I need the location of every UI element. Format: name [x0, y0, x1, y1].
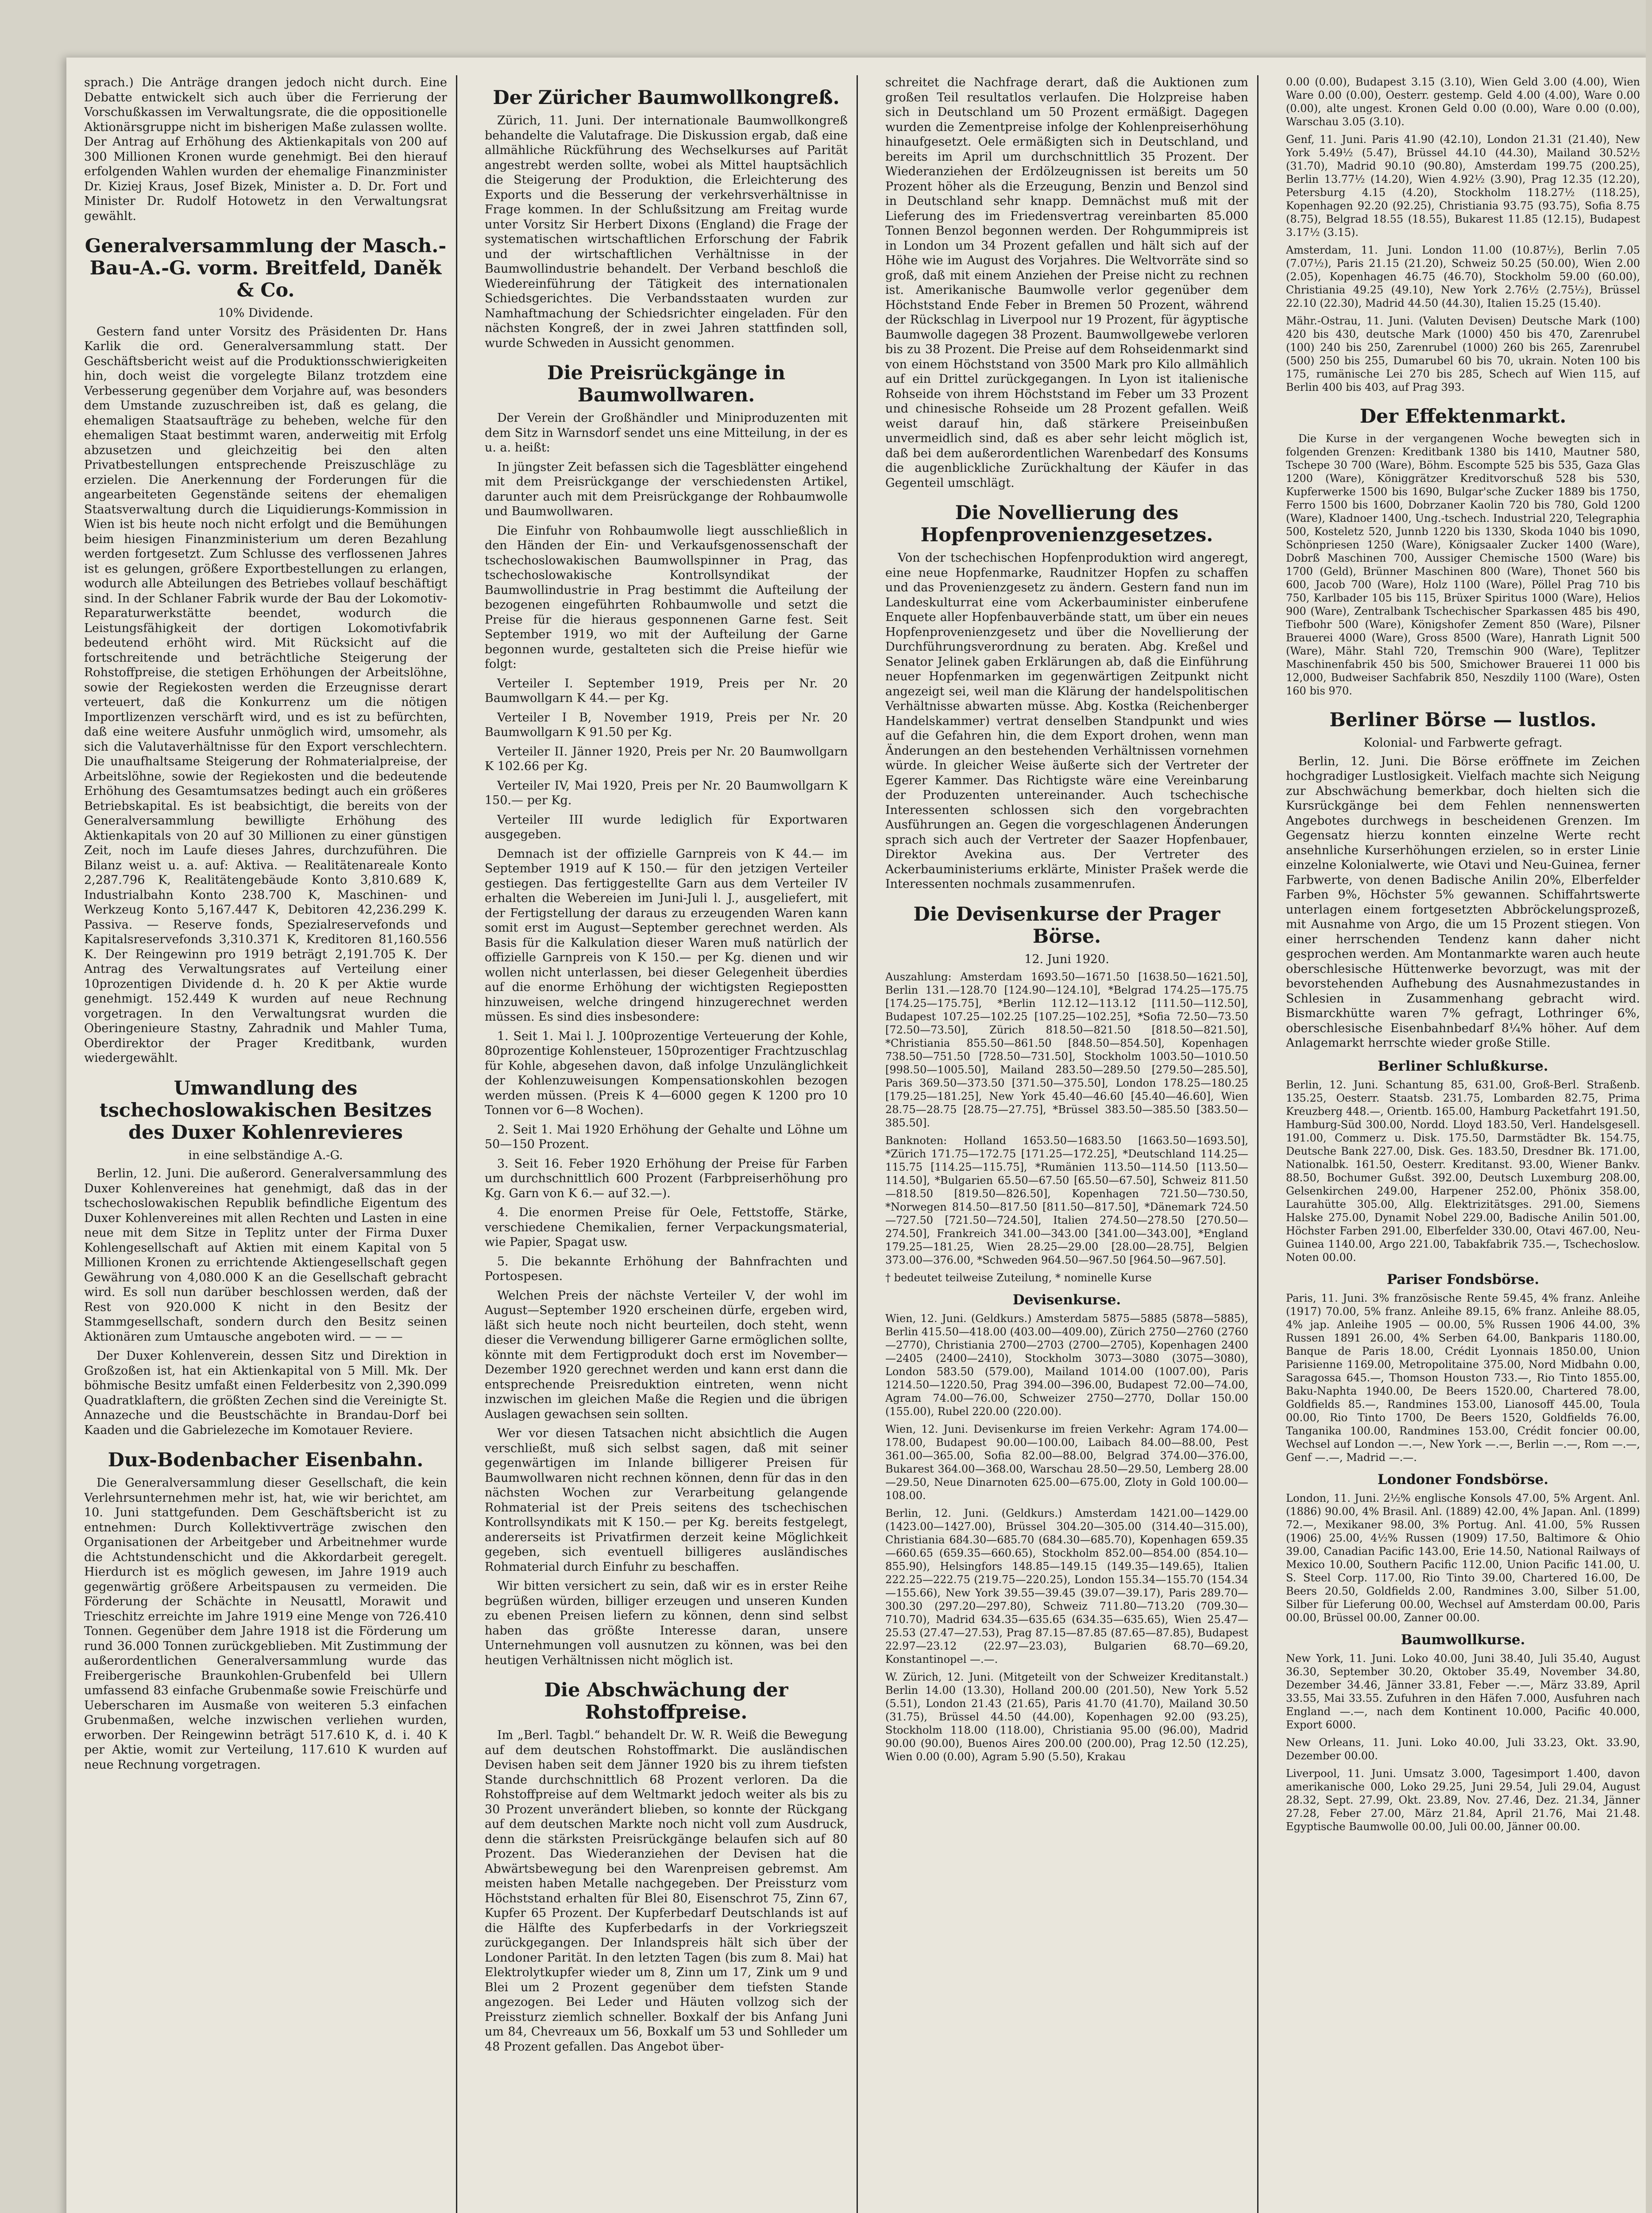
article-paragraph: Wir bitten versichert zu sein, daß wir es in erster Reihe begrüßen würden, billiger erzeugen und unseren Kunden zu ebenen Preisen liefern zu können, denn sind selbst haben das größte Interesse daran, unsere Unternehmungen voll ausnutzen zu können, was bei den heutigen Verhältnissen nicht möglich ist. [485, 1579, 848, 1667]
column-2 [485, 75, 848, 2213]
article-paragraph: Berlin, 12. Juni. (Geldkurs.) Amsterdam 1421.00—1429.00 (1423.00—1427.00), Brüssel 304.20—305.00 (314.40—315.00), Christiania 684.30—685.70 (684.30—685.70), Kopenhagen 659.35—660.65 (659.35—660.65), Stockholm 852.00—854.00 (854.10—855.90), Helsingfors 148.85—149.15 (149.35—149.65), Italien 222.25—222.75 (219.75—220.25), London 155.34—155.70 (154.34—155.66), New York 39.55—39.45 (39.07—39.17), Paris 289.70—300.30 (297.20—297.80), Schweiz 711.80—713.20 (709.30—710.70), Madrid 634.35—635.65 (634.35—635.65), Wien 25.47—25.53 (27.47—27.53), Prag 87.15—87.85 (87.65—87.85), Budapest 22.97—23.12 (22.97—23.03), Bulgarien 68.70—69.20, Konstantinopel —.—. [885, 1507, 1248, 1666]
section-heading: Pariser Fondsbörse. [1386, 1271, 1540, 1288]
article-paragraph: W. Zürich, 12. Juni. (Mitgeteilt von der Schweizer Kreditanstalt.) Berlin 14.00 (13.30), Holland 200.00 (201.50), New York 5.52 (5.51), London 21.43 (21.65), Paris 41.70 (41.70), Mailand 30.50 (31.75), Brüssel 44.50 (44.00), Kopenhagen 92.00 (93.25), Stockholm 118.00 (118.00), Christiania 95.00 (96.00), Madrid 90.00 (90.00), Buenos Aires 200.00 (200.00), Prag 12.50 (12.25), Wien 0.00 (0.00), Agram 5.90 (5.50), Krakau [885, 1671, 1248, 1763]
article-paragraph: sprach.) Die Anträge drangen jedoch nicht durch. Eine Debatte entwickelt sich auch über die Ferrierung der Vorschußkassen im Verwaltungsrate, die die oppositionelle Aktionärsgruppe nicht im bisherigen Maße zulassen wollte. Der Antrag auf Erhöhung des Aktienkapitals von 200 auf 300 Millionen Kronen wurde genehmigt. Bei den hierauf erfolgenden Wahlen wurden der ehemalige Finanzminister Dr. Kiziej Kraus, Josef Bizek, Minister a. D. Dr. Fort und Minister Dr. Rudolf Hotowetz in den Verwaltungsrat gewählt. [84, 76, 447, 223]
article-paragraph: Berlin, 12. Juni. Die Börse eröffnete im Zeichen hochgradiger Lustlosigkeit. Vielfach machte sich Neigung zur Abschwächung bemerkbar, doch hielten sich die Kursrückgänge bei dem Fehlen nennenswerten Angebotes durchwegs in bescheidenen Grenzen. Im Gegensatz hierzu konnten einzelne Werte recht ansehnliche Kurserhöhungen erzielen, so in erster Linie einzelne Kolonialwerte, wie Otavi und Neu-Guinea, ferner Farbwerte, von denen Badische Anilin 20%, Elberfelder Farben 9%, Höchster 5% gewannen. Schiffahrtswerte unterlagen einem fortgesetzten Abbröckelungsprozeß, mit Ausnahme von Argo, die um 15 Prozent stiegen. Von einer herrschenden Tendenz kann daher nicht gesprochen werden. Am Montanmarkte waren auch heute oberschlesische Hüttenwerke bevorzugt, was mit der bevorstehenden Aufhebung des Ausnahmezustandes in Schlesien in Zusammenhang gebracht wird. Bismarckhütte waren 7% gefragt, Lothringer 6%, oberschlesische Eisenbahnbedarf 8¼% höher. Auf dem Anlagemarkt herrschte wieder große Stille. [1286, 754, 1640, 1050]
section-heading: Berliner Schlußkurse. [1378, 1058, 1548, 1074]
article-paragraph: Wien, 12. Juni. Devisenkurse im freien Verkehr: Agram 174.00—178.00, Budapest 90.00—100.00, Laibach 84.00—88.00, Pest 361.00—365.00, Sofia 82.00—88.00, Belgrad 374.00—376.00, Bukarest 364.00—368.00, Warschau 28.50—29.50, Lemberg 28.00—29.50, Neue Dinarnoten 625.00—675.00, Zloty in Gold 100.00—108.00. [885, 1423, 1248, 1502]
article-headline: Der Effektenmarkt. [1359, 405, 1567, 428]
article-headline: Die Novellierung des Hopfenprovenienzgesetzes. [920, 502, 1213, 546]
article-paragraph: Die Generalversammlung dieser Gesellschaft, die kein Verlehrsunternehmen mehr ist, hat, wie wir berichtet, am 10. Juni stattgefunden. Dem Geschäftsbericht ist zu entnehmen: Durch Kollektivverträge zwischen den Organisationen der Arbeitgeber und Arbeitnehmer wurde die Achtstundenschicht und die Akkordarbeit geregelt. Hierdurch ist es möglich gewesen, im Jahre 1919 auch gegenwärtig größere Arbeitspausen zu vermeiden. Die Förderung der Schächte in Neusattl, Morawit und Trieschitz erreichte im Jahre 1919 eine Menge von 726.410 Tonnen. Gegenüber dem Jahre 1918 ist die Förderung um rund 36.000 Tonnen zurückgeblieben. Mit Zustimmung der außerordentlichen Generalversammlung wurde das Freibergerische Braunkohlen-Grubenfeld bei Ullern umfassend 83 einfache Grubenmaße sowie Freischürfe und Ueberscharen im Ausmaße von weiteren 5.3 einfachen Grubenmaßen, welche inzwischen verliehen wurden, erworben. Der Reingewinn beträgt 517.610 K, d. i. 40 K per Aktie, womit zur Verteilung, 117.610 K wurden auf neue Rechnung vorgetragen. [84, 1476, 447, 1772]
article-paragraph: Von der tschechischen Hopfenproduktion wird angeregt, eine neue Hopfenmarke, Raudnitzer Hopfen zu schaffen und das Provenienzgesetz zu ändern. Gestern fand nun im Landeskulturrat eine vom Ackerbauminister einberufene Enquete aller Hopfenbauverbände statt, um über ein neues Hopfenprovenienzgesetz und über die Novellierung der Durchführungsverordnung zu beraten. Abg. Kreßel und Senator Jelinek gaben Erklärungen ab, daß die Einführung neuer Hopfenmarken im gegenwärtigen Zeitpunkt nicht angezeigt sei, weil man die Klärung der handelspolitischen Verhältnisse abwarten müsse. Abg. Kostka (Reichenberger Handelskammer) vertrat denselben Standpunkt und wies auf die Gefahren hin, die dem Export drohen, wenn man Änderungen an den bestehenden Verhältnissen vornehmen würde. In gleicher Weise äußerte sich der Vertreter der Egerer Kammer. Das Richtigste wäre eine Vereinbarung der Produzenten untereinander. Auch tschechische Interessenten schlossen sich den vorgebrachten Ausführungen an. Gegen die vorgeschlagenen Änderungen sprach sich auch der Vertreter der Saazer Hopfenbauer, Direktor Avekina aus. Der Vertreter des Ackerbauministeriums erklärte, Minister Prašek werde die Interessenten nochmals zusammenrufen. [885, 551, 1248, 891]
article-headline: Umwandlung des tschechoslowakischen Besitzes des Duxer Kohlenrevieres [99, 1077, 432, 1144]
article-paragraph: † bedeutet teilweise Zuteilung, * nominelle Kurse [885, 1272, 1152, 1284]
article-paragraph: 0.00 (0.00), Budapest 3.15 (3.10), Wien Geld 3.00 (4.00), Wien Ware 0.00 (0.00), Oesterr. gestemp. Geld 4.00 (4.00), Ware 0.00 (0.00), alte ungest. Kronen Geld 0.00 (0.00), Ware 0.00 (0.00), Warschau 3.05 (3.10). [1286, 76, 1640, 128]
article-subheading: 10% Dividende. [218, 306, 313, 320]
article-headline: Generalversammlung der Masch.-Bau-A.-G. vorm. Breitfeld, Daněk & Co. [85, 235, 447, 301]
article-paragraph: Genf, 11. Juni. Paris 41.90 (42.10), London 21.31 (21.40), New York 5.49½ (5.47), Brüssel 44.10 (44.30), Mailand 30.52½ (31.70), Madrid 90.10 (90.80), Amsterdam 199.75 (200.25), Berlin 13.77½ (14.20), Wien 4.92½ (3.90), Prag 12.35 (12.20), Petersburg 4.15 (4.20), Stockholm 118.27½ (118.25), Kopenhagen 92.20 (92.25), Christiania 93.75 (93.75), Sofia 8.75 (8.75), Belgrad 18.55 (18.55), Bukarest 11.85 (12.15), Budapest 3.17½ (3.15). [1286, 133, 1640, 239]
article-headline: Die Abschwächung der Rohstoffpreise. [544, 1679, 788, 1723]
article-paragraph: Wer vor diesen Tatsachen nicht absichtlich die Augen verschließt, muß sich selbst sagen, daß mit seiner gegenwärtigen im Inlande billigerer Preisen für Baumwollwaren nicht rechnen können, denn für das in den nächsten Wochen zur Verarbeitung gelangende Rohmaterial ist der Preis seitens des tschechischen Kontrollsyndikats mit K 150.— per Kg. bereits festgelegt, andererseits ist Privatfirmen derzeit keine Möglichkeit gegeben, sich eventuell billigeres ausländisches Rohmaterial durch Einfuhr zu beschaffen. [485, 1426, 848, 1574]
article-paragraph: schreitet die Nachfrage derart, daß die Auktionen zum großen Teil resultatlos verlaufen. Die Holzpreise haben sich in Deutschland um 50 Prozent ermäßigt. Dagegen wurden die Zementpreise infolge der Kohlenpreiserhöhung hinaufgesetzt. Oele ermäßigten sich in Deutschland, und bereits im April um durchschnittlich 35 Prozent. Der Wiederanziehen der Erdölzeugnissen ist bereits um 50 Prozent höher als die Erzeugung, Benzin und Benzol sind in Deutschland sehr knapp. Demnächst muß mit der Lieferung des im Friedensvertrag vereinbarten 85.000 Tonnen Benzol begonnen werden. Der Rohgummipreis ist in London um 34 Prozent gefallen und hält sich auf der Höhe wie im August des Vorjahres. Die Weltvorräte sind so groß, daß mit einem Anziehen der Preise nicht zu rechnen ist. Amerikanische Baumwolle verlor gegenüber dem Höchststand Ende Feber in Bremen 50 Prozent, während der Rückschlag in Liverpool nur 19 Prozent, für ägyptische Baumwolle dagegen 38 Prozent. Baumwollgewebe verloren bis zu 38 Prozent. Die Preise auf dem Rohseidenmarkt sind von einem Höchststand von 3500 Mark pro Kilo allmählich auf ein Drittel zurückgegangen. In Lyon ist italienische Rohseide von ihrem Höchststand im Feber um 33 Prozent und chinesische Rohseide um 28 Prozent gefallen. Weiß weist darauf hin, daß stärkere Preiseinbußen unvermeidlich sind, daß es aber sehr leicht möglich ist, daß bei dem außerordentlichen Warenbedarf des Konsums die augenblickliche Zurückhaltung der Käufer in das Gegenteil umschlägt. [885, 76, 1248, 490]
article-paragraph: Der Verein der Großhändler und Miniproduzenten mit dem Sitz in Warnsdorf sendet uns eine Mitteilung, in der es u. a. heißt: [485, 411, 848, 455]
article-paragraph: Der Duxer Kohlenverein, dessen Sitz und Direktion in Großzoßen ist, hat ein Aktienkapital von 5 Mill. Mk. Der böhmische Besitz umfaßt einen Felderbesitz von 2,390.099 Quadratklaftern, die größten Zechen sind die Vereinigte St. Annazeche und die Beustschächte in Brandau-Dorf bei Kaaden und die Gabrielezeche im Komotauer Reviere. [84, 1349, 447, 1437]
article-paragraph: Mähr.-Ostrau, 11. Juni. (Valuten Devisen) Deutsche Mark (100) 420 bis 430, deutsche Mark (1000) 450 bis 470, Zarenrubel (100) 240 bis 250, Zarenrubel (1000) 260 bis 265, Zarenrubel (500) 250 bis 255, Dumarubel 60 bis 70, ukrain. Noten 100 bis 175, rumänische Lei 270 bis 285, Schech auf Wien 115, auf Berlin 400 bis 403, auf Prag 393. [1286, 315, 1640, 393]
article-paragraph: Verteiler IV, Mai 1920, Preis per Nr. 20 Baumwollgarn K 150.— per Kg. [485, 779, 848, 807]
article-paragraph: 5. Die bekannte Erhöhung der Bahnfrachten und Portospesen. [485, 1254, 848, 1283]
article-paragraph: New York, 11. Juni. Loko 40.00, Juni 38.40, Juli 35.40, August 36.30, September 30.20, Oktober 35.49, November 34.80, Dezember 34.46, Jänner 33.81, Feber —.—, März 33.89, April 33.55, Mai 33.55. Zufuhren in den Häfen 7.000, Ausfuhren nach England —.—, nach dem Kontinent 10.000, Pacific 40.000, Export 6000. [1286, 1652, 1640, 1731]
article-headline: Die Devisenkurse der Prager Börse. [913, 903, 1220, 948]
article-paragraph: 1. Seit 1. Mai l. J. 100prozentige Verteuerung der Kohle, 80prozentige Kohlensteuer, 150prozentiger Frachtzuschlag für Kohle, abgesehen davon, daß infolge Unzulänglichkeit der Kohlenzuweisungen Kompensationskohlen bezogen werden müssen. (Preis K 4—6000 gegen K 1200 pro 10 Tonnen vor 6—8 Wochen). [485, 1029, 848, 1117]
article-paragraph: New Orleans, 11. Juni. Loko 40.00, Juli 33.23, Okt. 33.90, Dezember 00.00. [1286, 1736, 1640, 1762]
article-headline: Die Preisrückgänge in Baumwollwaren. [547, 362, 785, 406]
article-paragraph: Die Kurse in der vergangenen Woche bewegten sich in folgenden Grenzen: Kreditbank 1380 bis 1410, Mautner 580, Tschepe 30 700 (Ware), Böhm. Escompte 525 bis 535, Gaza Glas 1200 (Ware), Königgrätzer Kreditvorschuß 528 bis 530, Kupferwerke 1500 bis 1690, Bulgar'sche Zucker 1889 bis 1750, Ferro 1500 bis 1600, Dobrzaner Kaolin 720 bis 780, Gold 1200 (Ware), Kladnoer 1400, Ung.-tschech. Industrial 220, Telegraphia 500, Kosteletz 520, Junnb 1220 bis 1330, Skoda 1040 bis 1090, Schönpriesen 1250 (Ware), Königsaaler Zucker 1400 (Ware), Dobrß Maschinen 700, Aussiger Chemische 1500 (Ware) bis 1700 (Geld), Brünner Maschinen 800 (Ware), Thonet 560 bis 600, Jacob 700 (Ware), Holz 1100 (Ware), Pöllel Prag 710 bis 750, Karlbader 105 bis 115, Brüxer Spiritus 1000 (Ware), Helios 900 (Ware), Zentralbank Tschechischer Sparkassen 485 bis 490, Tiefbohr 500 (Ware), Königshofer Zement 850 (Ware), Pilsner Brauerei 4000 (Ware), Gross 8500 (Ware), Hanrath Lignit 500 (Ware), Mähr. Stahl 720, Tremschin 900 (Ware), Teplitzer Maschinenfabrik 450 bis 500, Smichower Brauerei 11 000 bis 12,000, Budweiser Sachfabrik 850, Neszdily 1100 (Ware), Osten 160 bis 970. [1286, 432, 1640, 697]
column-4 [1286, 75, 1640, 2213]
article-paragraph: Welchen Preis der nächste Verteiler V, der wohl im August—September 1920 erscheinen dürfe, ergeben wird, läßt sich heute noch nicht beurteilen, doch steht, wenn dieser die Verwendung billigerer Garne ermöglichen sollte, könnte mit dem Fertigprodukt doch erst im November—Dezember 1920 gerechnet werden und kann erst dann die entsprechende Preisreduktion eintreten, wenn nicht inzwischen im gleichen Maße die Regien und die übrigen Auslagen gewachsen sein sollten. [485, 1288, 848, 1421]
article-paragraph: Auszahlung: Amsterdam 1693.50—1671.50 [1638.50—1621.50], Berlin 131.—128.70 [124.90—124.10], *Belgrad 174.25—175.75 [174.25—175.75], *Berlin 112.12—113.12 [111.50—112.50], Budapest 107.25—102.25 [107.25—102.25], *Sofia 72.50—73.50 [72.50—73.50], Zürich 818.50—821.50 [818.50—821.50], *Christiania 855.50—861.50 [848.50—854.50], Kopenhagen 738.50—751.50 [728.50—731.50], Stockholm 1003.50—1010.50 [998.50—1005.50], Mailand 283.50—289.50 [279.50—285.50], Paris 369.50—373.50 [371.50—375.50], London 178.25—180.25 [179.25—181.25], New York 45.40—46.60 [45.40—46.60], Wien 28.75—28.75 [28.75—27.75], *Brüssel 383.50—385.50 [383.50—385.50]. [885, 971, 1248, 1129]
article-paragraph: In jüngster Zeit befassen sich die Tagesblätter eingehend mit dem Preisrückgange der verschiedensten Artikel, darunter auch mit dem Preisrückgange der Rohbaumwolle und Baumwollwaren. [485, 460, 848, 518]
article-headline: Berliner Börse — lustlos. [1329, 709, 1597, 731]
article-paragraph: Verteiler III wurde lediglich für Exportwaren ausgegeben. [485, 813, 848, 841]
article-paragraph: Die Einfuhr von Rohbaumwolle liegt ausschließlich in den Händen der Ein- und Verkaufsgenossenschaft der tschechoslowakischen Baumwollspinner in Prag, das tschechoslowakische Kontrollsyndikat der Baumwollindustrie in Prag bestimmt die Aufteilung der bezogenen eingeführten Rohbaumwolle und setzt die Preise für die hieraus gesponnenen Garne fest. Seit September 1919, wo mit der Aufteilung der Garne begonnen wurde, gestalteten sich die Preise hiefür wie folgt: [485, 524, 848, 671]
article-subheading: in eine selbständige A.-G. [188, 1148, 343, 1162]
article-headline: Dux-Bodenbacher Eisenbahn. [108, 1449, 424, 1471]
article-paragraph: 3. Seit 16. Feber 1920 Erhöhung der Preise für Farben um durchschnittlich 600 Prozent (Farbpreiserhöhung pro Kg. Garn von K 6.— auf 32.—). [485, 1157, 848, 1200]
newspaper-page [66, 58, 1652, 2213]
article-subheading: Kolonial- und Farbwerte gefragt. [1363, 736, 1563, 750]
article-paragraph: 2. Seit 1. Mai 1920 Erhöhung der Gehalte und Löhne um 50—150 Prozent. [485, 1122, 848, 1151]
column-1 [84, 75, 447, 2213]
article-paragraph: Berlin, 12. Juni. Schantung 85, 631.00, Groß-Berl. Straßenb. 135.25, Oesterr. Staatsb. 231.75, Lombarden 82.75, Prima Kreuzberg 448.—, Orientb. 165.00, Hamburg Packetfahrt 191.50, Hamburg-Süd 300.00, Nordd. Lloyd 183.50, Verl. Handelsgesell. 191.00, Commerz u. Disk. 175.50, Darmstädter Bk. 154.75, Deutsche Bank 227.00, Disk. Ges. 183.50, Dresdner Bk. 171.00, Nationalbk. 161.50, Oesterr. Kreditanst. 93.00, Wiener Bankv. 88.50, Bochumer Gußst. 392.00, Deutsch Luxemburg 208.00, Gelsenkirchen 249.00, Harpener 252.00, Phönix 358.00, Laurahütte 305.00, Allg. Elektrizitätsges. 291.00, Siemens Halske 275.00, Dynamit Nobel 229.00, Badische Anilin 501.00, Höchster Farben 291.00, Elberfelder 330.00, Otavi 467.00, Neu-Guinea 1140.00, Argo 221.00, Tabakfabrik 735.—, Tschechoslow. Noten 00.00. [1286, 1078, 1640, 1264]
column-rule [857, 75, 858, 2213]
article-paragraph: London, 11. Juni. 2½% englische Konsols 47.00, 5% Argent. Anl. (1886) 90.00, 4% Brasil. Anl. (1889) 42.00, 4% Japan. Anl. (1899) 72.—, Mexikaner 98.00, 3% Portug. Anl. 41.00, 5% Russen (1906) 25.00, 4½% Russen (1909) 17.50, Baltimore & Ohio 39.00, Canadian Pacific 143.00, Erie 14.50, National Railways of Mexico 10.00, Southern Pacific 112.00, Union Pacific 141.00, U. S. Steel Corp. 117.00, Rio Tinto 39.00, Chartered 16.00, De Beers 20.50, Goldfields 2.00, Randmines 3.00, Silber 51.00, Silber für Lieferung 00.00, Wechsel auf Amsterdam 00.00, Paris 00.00, Brüssel 00.00, Zanner 00.00. [1286, 1492, 1640, 1624]
article-paragraph: 4. Die enormen Preise für Oele, Fettstoffe, Stärke, verschiedene Chemikalien, ferner Verpackungsmaterial, wie Papier, Spagat usw. [485, 1206, 848, 1249]
column-rule [456, 75, 457, 2213]
page-edge [1646, 0, 1652, 2213]
section-heading: Baumwollkurse. [1401, 1631, 1525, 1648]
article-paragraph: Wien, 12. Juni. (Geldkurs.) Amsterdam 5875—5885 (5878—5885), Berlin 415.50—418.00 (403.00—409.00), Zürich 2750—2760 (2760—2770), Christiania 2700—2703 (2700—2705), Kopenhagen 2400—2405 (2400—2410), Stockholm 3073—3080 (3075—3080), London 583.50 (579.00), Mailand 1014.00 (1007.00), Paris 1214.50—1220.50, Prag 394.00—396.00, Budapest 72.00—74.00, Agram 74.00—76.00, Schweizer 2750—2770, Dollar 150.00 (155.00), Rubel 220.00 (220.00). [885, 1312, 1248, 1418]
column-3 [885, 75, 1248, 2213]
article-paragraph: Gestern fand unter Vorsitz des Präsidenten Dr. Hans Karlik die ord. Generalversammlung statt. Der Geschäftsbericht weist auf die Produktionsschwierigkeiten hin, doch weist die vorgelegte Bilanz trotzdem eine Verbesserung gegenüber dem Vorjahre auf, was besonders dem Umstande zuzuschreiben ist, daß es gelang, die ehemaligen Staatsaufträge zu beheben, welche für den ehemaligen Staat bestimmt waren, anderweitig mit Erfolg abzusetzen und gleichzeitig bei den alten Privatbestellungen entsprechende Preiszuschläge zu erzielen. Die Anerkennung der Forderungen für die angearbeiteten Gegenstände seitens der ehemaligen Staatsverwaltung durch die Liquidierungs-Kommission in Wien ist bis heute noch nicht erfolgt und die Bemühungen beim hiesigen Finanzministerium um deren Bezahlung werden fortgesetzt. Zum Schlusse des verflossenen Jahres ist es gelungen, größere Exportbestellungen zu erlangen, wodurch alle Abteilungen des Betriebes vollauf beschäftigt sind. In der Schlaner Fabrik wurde der Bau der Lokomotiv-Reparaturwerkstätte beendet, wodurch die Leistungsfähigkeit der dortigen Lokomotivfabrik bedeutend erhöht wird. Mit Rücksicht auf die fortschreitende und beträchtliche Steigerung der Rohstoffpreise, die stetigen Erhöhungen der Arbeitslöhne, sowie der Regiekosten werden die Erzeugnisse derart verteuert, daß die Konkurrenz um die nötigen Importlizenzen verschärft wird, und es ist zu befürchten, daß eine weitere Ausfuhr unmöglich wird, umsomehr, als sich die Valutaverhältnisse für den Export verschlechtern. Die unaufhaltsame Steigerung der Rohmaterialpreise, der Arbeitslöhne, sowie der Regiekosten und die bedeutende Erhöhung des Gesamtumsatzes bedingt auch ein größeres Betriebskapital. Es ist beabsichtigt, die bereits von der Generalversammlung bewilligte Erhöhung des Aktienkapitals von 20 auf 30 Millionen zu einer günstigen Zeit, noch im Laufe dieses Jahres, durchzuführen. Die Bilanz weist u. a. auf: Aktiva. — Realitätenareale Konto 2,287.796 K, Realitätengebäude Konto 3,810.689 K, Industrialbahn Konto 238.700 K, Maschinen- und Werkzeug Konto 5,167.447 K, Debitoren 42,236.299 K. Passiva. — Reserve fonds, Spezialreservefonds und Kapitalsreservefonds 3,310.371 K, Kreditoren 81,160.556 K. Der Reingewinn pro 1919 beträgt 2,191.705 K. Der Antrag des Verwaltungsrates auf Verteilung einer 10prozentigen Dividende d. h. 20 K per Aktie wurde genehmigt. 152.449 K wurden auf neue Rechnung vorgetragen. In den Verwaltungsrat wurden die Oberingenieure Stastny, Zahradnik und Mahler Tuma, Oberdirektor der Prager Kreditbank, wurden wiedergewählt. [84, 324, 447, 1065]
article-paragraph: Im „Berl. Tagbl.“ behandelt Dr. W. R. Weiß die Bewegung auf dem deutschen Rohstoffmarkt. Die ausländischen Devisen haben seit dem Jänner 1920 bis zu ihrem tiefsten Stande durchschnittlich 68 Prozent verloren. Da die Rohstoffpreise auf dem Weltmarkt jedoch weiter als bis zu 30 Prozent unverändert blieben, so konnte der Rückgang auf dem deutschen Markte noch nicht voll zum Ausdruck, denn die stärksten Preisrückgänge belaufen sich auf 80 Prozent. Das Wiederanziehen der Devisen hat die Abwärtsbewegung bei den Warenpreisen gebremst. Am meisten haben Metalle nachgegeben. Der Preissturz vom Höchststand erhalten für Blei 80, Eisenschrot 75, Zinn 67, Kupfer 65 Prozent. Der Kupferbedarf Deutschlands ist auf die Hälfte des Kupferbedarfs in der Vorkriegszeit zurückgegangen. Der Inlandspreis hält sich über der Londoner Parität. In den letzten Tagen (bis zum 8. Mai) hat Elektrolytkupfer wieder um 8, Zinn um 17, Zink um 9 und Blei um 2 Prozent gegenüber dem tiefsten Stande angezogen. Bei Leder und Häuten vollzog sich der Preissturz ziemlich schneller. Boxkalf der bis Anfang Juni um 84, Chevreaux um 56, Boxkalf um 53 und Sohlleder um 48 Prozent gefallen. Das Angebot über- [485, 1728, 848, 2054]
article-paragraph: Paris, 11. Juni. 3% französische Rente 59.45, 4% franz. Anleihe (1917) 70.00, 5% franz. Anleihe 89.15, 6% franz. Anleihe 88.05, 4% jap. Anleihe 1905 — 00.00, 5% Russen 1906 44.00, 3% Russen 1891 26.00, 4% Serben 64.00, Bankparis 1180.00, Banque de Paris 18.00, Crédit Lyonnais 1850.00, Union Parisienne 1169.00, Metropolitaine 375.00, Nord Midbahn 0.00, Saragossa 645.—, Thomson Houston 733.—, Rio Tinto 1855.00, Baku-Naphta 1940.00, De Beers 1520.00, Chartered 78.00, Goldfields 85.—, Randmines 153.00, Lianosoff 445.00, Toula 00.00, Rio Tinto 1700, De Beers 1520, Goldfields 76.00, Tanganika 100.00, Randmines 153.00, Crédit foncier 00.00, Wechsel auf London —.—, New York —.—, Berlin —.—, Rom —.—, Genf —.—, Madrid —.—. [1286, 1292, 1640, 1464]
article-paragraph: Liverpool, 11. Juni. Umsatz 3.000, Tagesimport 1.400, davon amerikanische 000, Loko 29.25, Juni 29.54, Juli 29.04, August 28.32, Sept. 27.99, Okt. 23.89, Nov. 27.46, Dez. 21.34, Jänner 27.28, Feber 27.00, März 21.84, April 21.76, Mai 21.48. Egyptische Baumwolle 00.00, Juli 00.00, Jänner 00.00. [1286, 1767, 1640, 1833]
section-heading: Londoner Fondsbörse. [1377, 1471, 1549, 1488]
article-paragraph: Demnach ist der offizielle Garnpreis von K 44.— im September 1919 auf K 150.— für den jetzigen Verteiler gestiegen. Das fertiggestellte Garn aus dem Verteiler IV erhalten die Webereien im Juni-Juli l. J., ausgeliefert, mit der Fertigstellung der daraus zu erzeugenden Waren kann somit erst im August—September gerechnet werden. Als Basis für die Kalkulation dieser Waren muß natürlich der offizielle Garnpreis von K 150.— per Kg. dienen und wir wollen nicht unterlassen, bei dieser Gelegenheit überdies auf die enorme Erhöhung der wichtigsten Regiepostten hinzuweisen, welche dringend hinzugerechnet werden müssen. Es sind dies insbesondere: [485, 847, 848, 1024]
article-paragraph: Amsterdam, 11. Juni. London 11.00 (10.87½), Berlin 7.05 (7.07½), Paris 21.15 (21.20), Schweiz 50.25 (50.00), Wien 2.00 (2.05), Kopenhagen 46.75 (46.70), Stockholm 59.00 (60.00), Christiania 49.25 (49.10), New York 2.76½ (2.75½), Brüssel 22.10 (22.30), Madrid 44.50 (44.30), Italien 15.25 (15.40). [1286, 244, 1640, 309]
article-paragraph: Verteiler II. Jänner 1920, Preis per Nr. 20 Baumwollgarn K 102.66 per Kg. [485, 744, 848, 773]
section-heading: Devisenkurse. [1012, 1292, 1121, 1308]
article-subheading: 12. Juni 1920. [1024, 952, 1109, 966]
article-paragraph: Banknoten: Holland 1653.50—1683.50 [1663.50—1693.50], *Zürich 171.75—172.75 [171.25—172.25], *Deutschland 114.25—115.75 [114.25—115.75], *Rumänien 113.50—114.50 [113.50—114.50], *Bulgarien 65.50—67.50 [65.50—67.50], Schweiz 811.50—818.50 [819.50—826.50], Kopenhagen 721.50—730.50, *Norwegen 814.50—817.50 [811.50—817.50], *Dänemark 724.50—727.50 [721.50—724.50], Italien 274.50—278.50 [270.50—274.50], Frankreich 341.00—343.00 [341.00—343.00], *England 179.25—181.25, Wien 28.25—29.00 [28.00—28.75], Belgien 373.00—376.00, *Schweden 964.50—967.50 [964.50—967.50]. [885, 1134, 1248, 1266]
article-headline: Der Züricher Baumwollkongreß. [493, 87, 840, 109]
article-paragraph: Verteiler I. September 1919, Preis per Nr. 20 Baumwollgarn K 44.— per Kg. [485, 676, 848, 705]
article-paragraph: Verteiler I B, November 1919, Preis per Nr. 20 Baumwollgarn K 91.50 per Kg. [485, 710, 848, 739]
article-paragraph: Zürich, 11. Juni. Der internationale Baumwollkongreß behandelte die Valutafrage. Die Diskussion ergab, daß eine allmähliche Rückführung des Wechselkurses auf Parität angestrebt werden sollte, wobei als Mittel hauptsächlich die Steigerung der Produktion, die Erleichterung des Exports und die Besserung der verkehrsverhältnisse in Frage kommen. In der Schlußsitzung am Freitag wurde unter Vorsitz Sir Herbert Dixons (England) die Frage der systematischen wirtschaftlichen Erforschung der Fabrik und der wirtschaftlichen Verhältnisse in der Baumwollindustrie behandelt. Der Verband beschloß die Wiedereinführung der Tätigkeit des internationalen Schiedsgerichtes. Die Verbandsstaaten wurden zur Namhaftmachung der Schiedsrichter eingeladen. Für den nächsten Kongreß, der in zwei Jahren stattfinden soll, wurde Schweden in Aussicht genommen. [485, 114, 848, 350]
column-rule [1257, 75, 1258, 2213]
article-paragraph: Berlin, 12. Juni. Die außerord. Generalversammlung des Duxer Kohlenvereines hat genehmigt, daß das in der tschechoslowakischen Republik befindliche Eigentum des Duxer Kohlenvereines mit allen Rechten und Lasten in eine neue mit dem Sitze in Teplitz unter der Firma Duxer Kohlengesellschaft auf Aktien mit einem Kapital von 5 Millionen Kronen zu errichtende Aktiengesellschaft gegen Gewährung von 4,080.000 K an die Gesellschaft gebracht wird. Es soll nun darüber beschlossen werden, daß der Rest von 920.000 K nicht in den Besitz der Stammgesellschaft, sondern durch den Besitz seinen Aktionären zum Umtausche angeboten wird. — — — [84, 1167, 447, 1344]
